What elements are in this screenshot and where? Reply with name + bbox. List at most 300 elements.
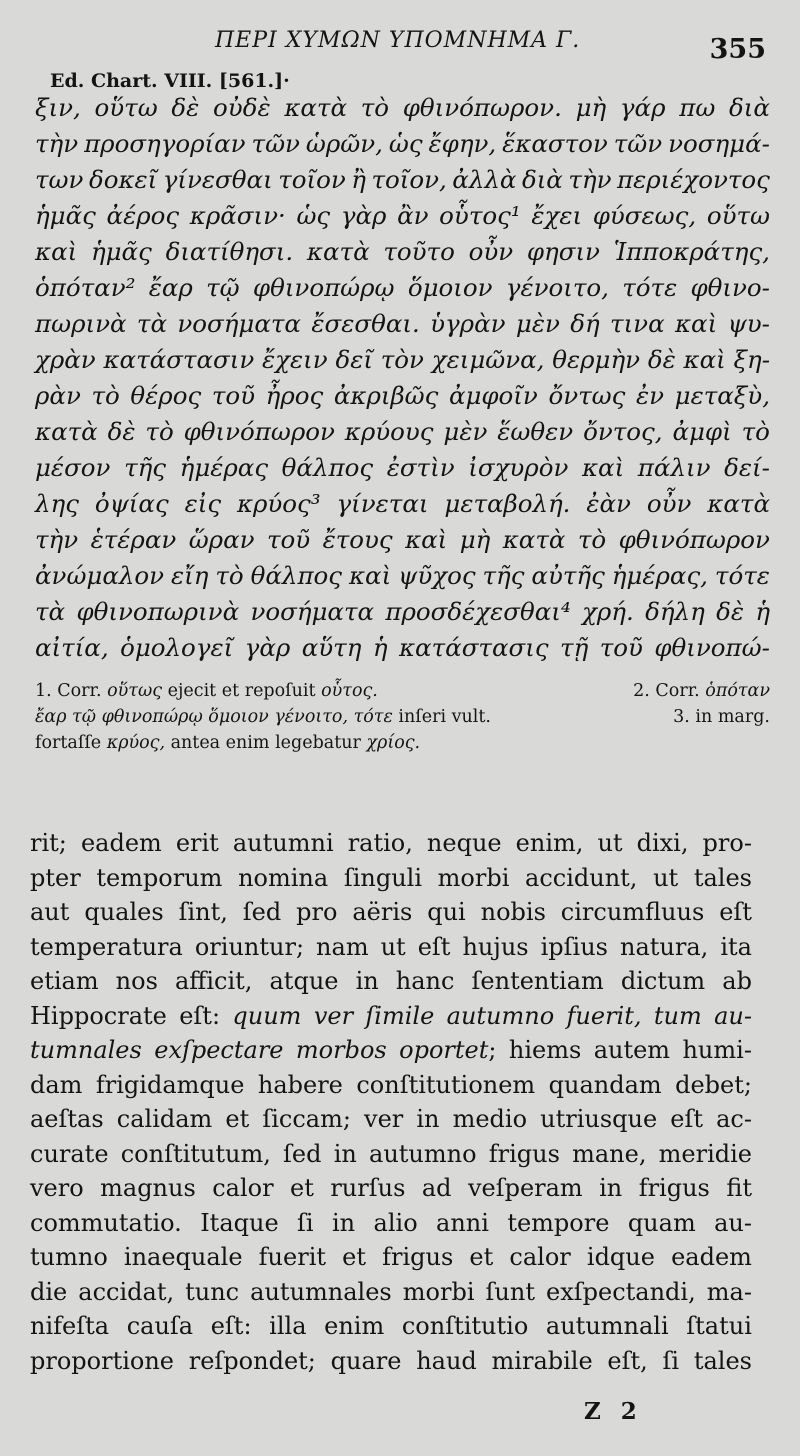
greek-word: τὸ: [91, 381, 120, 410]
greek-word: τὴν: [35, 129, 79, 158]
latin-line: [30, 964, 752, 999]
latin-word: nam: [316, 932, 369, 961]
latin-word: mirabile: [491, 1346, 593, 1375]
latin-line: [30, 1033, 752, 1068]
latin-word: tumnales: [30, 1036, 142, 1064]
greek-word: τὸ: [145, 417, 174, 446]
greek-word: μὲν: [515, 309, 560, 338]
greek-word: κρύος³: [236, 489, 321, 518]
greek-word: φθινο-: [690, 273, 770, 302]
greek-line: [35, 378, 770, 414]
latin-word: tempore: [507, 1208, 610, 1237]
latin-word: ſiccam;: [262, 1105, 351, 1133]
greek-word: ὥραν: [188, 525, 255, 554]
latin-word: eſt: [719, 898, 752, 926]
greek-line: [35, 450, 770, 486]
greek-word: νοσήματα: [177, 309, 301, 338]
footnote-entry: [35, 678, 378, 704]
latin-word: ac-: [716, 1105, 752, 1133]
greek-word: κατάστασιν: [103, 345, 255, 374]
latin-word: inaequale: [123, 1243, 243, 1271]
greek-line: [35, 90, 770, 126]
greek-word: οὐδὲ: [213, 93, 271, 122]
footnote-entry: [633, 678, 770, 704]
latin-line: [30, 930, 752, 965]
greek-word: περιέχοντος: [616, 165, 770, 194]
greek-word: μέσον: [35, 453, 111, 482]
latin-word: ratio,: [347, 829, 413, 857]
latin-word: ſententiam: [471, 967, 604, 995]
page-number: 355: [709, 34, 766, 65]
footnote-text: antea enim legebatur: [165, 733, 367, 753]
greek-word: ἀέρος: [106, 201, 180, 230]
latin-word: alio: [373, 1208, 418, 1237]
latin-word: ſed: [242, 898, 282, 926]
latin-word: morbi: [402, 1277, 475, 1306]
greek-line: [35, 198, 770, 234]
latin-word: fit: [726, 1174, 752, 1202]
latin-word: humi-: [682, 1036, 752, 1064]
latin-word: tales: [693, 1346, 752, 1375]
latin-word: pter: [30, 863, 81, 892]
greek-word: ἐὰν: [586, 489, 631, 518]
latin-word: et: [342, 1243, 366, 1271]
running-title: ΠΕΡΙ ΧΥΜΩΝ ΥΠΟΜΝΗΜΑ Γ.: [215, 28, 581, 53]
greek-word: ψυ-: [727, 309, 770, 338]
latin-word: tumno: [30, 1243, 108, 1271]
footnote-text: ejecit et repoſuit: [162, 681, 322, 701]
footnote-line: [35, 730, 770, 756]
footnote-text: fortaſſe: [35, 733, 107, 753]
greek-word: φθινόπωρον: [618, 525, 770, 554]
greek-word: ἢ: [351, 165, 366, 194]
latin-word: temperatura: [30, 932, 183, 961]
latin-word: ſint,: [178, 898, 228, 926]
greek-word: δὲ: [171, 93, 200, 122]
greek-word: πάλιν: [637, 453, 711, 482]
greek-line: [35, 234, 770, 270]
greek-word: ἔχει: [531, 201, 583, 230]
greek-word: καὶ: [674, 309, 718, 338]
greek-word: ἦρος: [265, 381, 324, 410]
latin-word: circumfluus: [560, 898, 705, 926]
latin-word: utriusque: [540, 1105, 658, 1133]
footnote-text: οὕτως: [107, 681, 163, 701]
greek-word: φύσεως,: [592, 201, 697, 230]
greek-word: των: [35, 165, 84, 194]
latin-word: mane,: [572, 1139, 647, 1168]
latin-word: eſt: [670, 1105, 704, 1133]
latin-word: in: [416, 1105, 440, 1133]
latin-word: hiems: [508, 1036, 582, 1064]
latin-word: dam: [30, 1070, 83, 1099]
greek-word: τῆς: [124, 453, 167, 482]
latin-word: eadem: [80, 829, 162, 857]
greek-word: ἡμᾶς: [90, 237, 152, 266]
greek-word: ἡμέρας: [179, 453, 269, 482]
latin-word: quam: [627, 1208, 696, 1237]
footnote-text: χρίος.: [366, 733, 421, 753]
greek-word: φθινόπωρον.: [402, 93, 562, 122]
greek-word: οὕτω: [94, 93, 158, 122]
greek-word: ἀμφὶ: [672, 417, 732, 446]
latin-word: calor: [509, 1243, 571, 1271]
latin-line: [30, 1344, 752, 1379]
greek-word: ὡρῶν,: [305, 129, 383, 158]
greek-word: ὁπόταν²: [35, 273, 136, 302]
greek-word: ὡς: [296, 201, 331, 230]
latin-word: Hippocrate: [30, 1001, 167, 1030]
greek-word: ξη-: [733, 345, 770, 374]
latin-line: [30, 1275, 752, 1310]
greek-word: ὑγρὰν: [430, 309, 506, 338]
greek-line: [35, 270, 770, 306]
latin-word: au-: [714, 1001, 752, 1030]
latin-word: in: [333, 1139, 357, 1168]
greek-line: [35, 594, 770, 630]
greek-word: γένοιτο,: [505, 273, 609, 302]
greek-word: ὄντος,: [583, 417, 663, 446]
latin-word: commutatio.: [30, 1208, 182, 1237]
greek-word: λης: [35, 489, 79, 518]
latin-word: ita: [720, 932, 752, 961]
latin-word: accidunt,: [525, 863, 638, 892]
latin-word: fuerit: [258, 1243, 327, 1271]
greek-word: ἀμφοῖν: [448, 381, 538, 410]
greek-word: αὕτη: [301, 633, 362, 662]
greek-word: μὴ: [459, 525, 491, 554]
footnote-entry: [35, 704, 491, 730]
greek-word: ἔσεσθαι.: [311, 309, 420, 338]
latin-word: frigus: [638, 1174, 710, 1202]
latin-word: ſimile: [365, 1001, 435, 1030]
greek-word: δὲ: [716, 597, 744, 626]
latin-word: autumnales: [250, 1277, 392, 1306]
latin-line: [30, 1240, 752, 1275]
footnote-entry: [673, 704, 770, 730]
latin-word: morbos: [295, 1036, 387, 1064]
greek-word: φθινόπωρον: [183, 417, 335, 446]
latin-word: ſi: [662, 1346, 680, 1375]
greek-word: κρᾶσιν·: [189, 201, 286, 230]
greek-word: θέρος: [130, 381, 202, 410]
greek-word: γίνεσθαι: [162, 165, 273, 194]
latin-word: exſpectare: [154, 1036, 284, 1064]
latin-word: hanc: [395, 967, 455, 995]
latin-word: curate: [30, 1139, 109, 1168]
greek-word: κατὰ: [707, 489, 770, 518]
greek-word: τὰ: [35, 597, 66, 626]
latin-word: autumnali: [545, 1312, 669, 1340]
latin-word: autumni: [232, 829, 334, 857]
greek-word: φησιν: [526, 237, 600, 266]
greek-word: τότε: [622, 273, 678, 302]
latin-word: natura,: [620, 932, 709, 961]
latin-line: [30, 1068, 752, 1103]
greek-line: [35, 306, 770, 342]
latin-word: haud: [416, 1346, 477, 1375]
latin-word: anni: [436, 1208, 489, 1237]
latin-word: habere: [257, 1070, 343, 1099]
greek-word: τὸ: [577, 525, 607, 554]
latin-word: enim,: [515, 829, 584, 857]
footnote-text: κρύος,: [106, 733, 166, 753]
latin-word: ſed: [283, 1139, 322, 1168]
latin-word: temporum: [96, 863, 223, 892]
greek-word: πω: [679, 93, 716, 122]
greek-word: πωρινὰ: [35, 309, 127, 338]
greek-word: τότε: [714, 561, 770, 590]
greek-word: ξιν,: [35, 93, 81, 122]
greek-word: δὲ: [647, 345, 676, 374]
latin-word: pro: [296, 898, 338, 926]
latin-line: [30, 861, 752, 896]
greek-word: αἰτία,: [35, 633, 109, 662]
greek-word: τῆς: [482, 561, 525, 590]
latin-word: reſpondet;: [188, 1346, 316, 1375]
latin-word: ut: [380, 932, 406, 961]
greek-word: μεταξὺ,: [674, 381, 770, 410]
greek-word: διὰ: [729, 93, 770, 122]
greek-word: τὸ: [741, 417, 770, 446]
greek-word: ἕκαστον: [502, 129, 608, 158]
latin-word: eſt,: [607, 1346, 648, 1375]
latin-word: tunc: [185, 1277, 240, 1306]
greek-word: γάρ: [619, 93, 666, 122]
latin-word: ad: [421, 1174, 452, 1202]
latin-word: magnus: [100, 1174, 196, 1202]
latin-word: etiam: [30, 967, 99, 995]
latin-word: autumno: [369, 1139, 477, 1168]
greek-word: φθινοπωρινὰ: [76, 597, 240, 626]
latin-word: Itaque: [200, 1208, 279, 1237]
greek-word: δὲ: [107, 417, 136, 446]
greek-word: εἰς: [184, 489, 222, 518]
greek-word: ἔφην,: [428, 129, 497, 158]
greek-word: γὰρ: [244, 633, 291, 662]
greek-word: τῇ: [560, 633, 589, 662]
latin-word: nobis: [480, 898, 546, 926]
greek-word: προσηγορίαν: [84, 129, 246, 158]
greek-word: ἡμᾶς: [35, 201, 96, 230]
greek-word: χειμῶνα,: [431, 345, 545, 374]
greek-word: ἂν: [397, 201, 429, 230]
greek-word: δοκεῖ: [88, 165, 158, 194]
greek-word: χρὰν: [35, 345, 96, 374]
greek-word: γίνεται: [336, 489, 429, 518]
latin-line: [30, 999, 752, 1034]
greek-word: καὶ: [581, 453, 625, 482]
greek-word: τινα: [610, 309, 665, 338]
greek-word: δεῖ: [335, 345, 373, 374]
latin-word: frigus: [382, 1243, 454, 1271]
latin-word: eſt:: [210, 1312, 252, 1340]
latin-line: [30, 1102, 752, 1137]
greek-word: καὶ: [683, 345, 726, 374]
greek-word: οὖν: [646, 489, 692, 518]
latin-word: calor: [212, 1174, 274, 1202]
footnote-text: ὁπόταν: [705, 681, 770, 701]
greek-word: μεταβολή.: [444, 489, 571, 518]
footnotes: [35, 678, 770, 756]
greek-word: ἡ: [372, 633, 388, 662]
greek-word: ὄντως: [548, 381, 626, 410]
greek-word: φθινοπώρῳ: [252, 273, 395, 302]
latin-word: quare: [330, 1346, 402, 1375]
greek-word: οὖν: [468, 237, 514, 266]
greek-word: ὅμοιον: [407, 273, 493, 302]
latin-word: hujus: [462, 932, 529, 961]
greek-word: τοῦ: [266, 525, 311, 554]
greek-word: ρὰν: [35, 381, 81, 410]
greek-word: τῶν: [251, 129, 300, 158]
greek-word: δεί-: [724, 453, 770, 482]
greek-word: κατὰ: [502, 525, 566, 554]
latin-word: fuerit,: [566, 1001, 642, 1030]
greek-word: οὕτω: [706, 201, 770, 230]
greek-word: ἀκριβῶς: [333, 381, 439, 410]
footnote-entry: [35, 730, 420, 756]
latin-word: in: [355, 967, 379, 995]
latin-word: atque: [269, 967, 339, 995]
greek-word: εἴη: [171, 561, 209, 590]
greek-word: τὸν: [380, 345, 424, 374]
greek-line: [35, 486, 770, 522]
latin-word: oriuntur;: [194, 932, 305, 961]
latin-word: ut: [653, 863, 679, 892]
latin-line: [30, 1137, 752, 1172]
greek-line: [35, 558, 770, 594]
greek-word: ἀνώμαλον: [35, 561, 165, 590]
footnote-line: [35, 678, 770, 704]
footnote-line: [35, 704, 770, 730]
greek-word: κατάστασις: [398, 633, 549, 662]
greek-word: τὴν: [568, 165, 612, 194]
latin-word: illa: [269, 1312, 307, 1340]
latin-word: quales: [84, 898, 164, 926]
greek-word: ἡμέρας,: [611, 561, 708, 590]
latin-line: [30, 1309, 752, 1344]
greek-word: μὴ: [575, 93, 607, 122]
greek-word: ἡ: [755, 597, 770, 626]
greek-word: τοῦτο: [383, 237, 455, 266]
latin-word: quandam: [548, 1070, 662, 1099]
greek-word: θερμὴν: [552, 345, 641, 374]
latin-word: medio: [452, 1105, 528, 1133]
greek-word: Ἱπποκράτης,: [613, 237, 770, 266]
footnote-text: inſeri vult.: [392, 707, 491, 727]
greek-word: οὗτος¹: [439, 201, 521, 230]
greek-word: ἐν: [635, 381, 665, 410]
footnote-text: οὗτος.: [321, 681, 378, 701]
greek-word: κατὰ: [35, 417, 98, 446]
greek-word: καὶ: [348, 561, 392, 590]
footnote-text: 2. Corr.: [633, 681, 706, 701]
greek-word: ἔτους: [322, 525, 393, 554]
latin-word: nomina: [238, 863, 329, 892]
greek-word: διατίθησι.: [165, 237, 294, 266]
latin-word: meridie: [658, 1139, 752, 1168]
greek-word: ἐστὶν: [386, 453, 455, 482]
latin-word: accidat,: [78, 1277, 175, 1306]
greek-word: τοῦ: [211, 381, 256, 410]
greek-word: ὡς: [388, 129, 423, 158]
latin-line: [30, 1206, 752, 1241]
latin-word: frigus: [488, 1139, 560, 1168]
greek-line: [35, 126, 770, 162]
latin-word: in: [599, 1174, 623, 1202]
latin-line: [30, 1171, 752, 1206]
greek-word: χρή.: [582, 597, 634, 626]
greek-line: [35, 342, 770, 378]
greek-word: κατὰ: [306, 237, 370, 266]
latin-word: au-: [714, 1208, 752, 1237]
latin-word: ipſius: [540, 932, 608, 961]
greek-word: ἰσχυρὸν: [468, 453, 569, 482]
latin-word: veſperam: [467, 1174, 583, 1202]
latin-word: ab: [722, 967, 752, 995]
greek-word: τῶν: [613, 129, 663, 158]
footnote-text: 3. in marg.: [673, 707, 770, 727]
latin-word: tum: [653, 1001, 702, 1030]
latin-word: enim: [324, 1312, 385, 1340]
greek-word: θάλπος: [281, 453, 374, 482]
greek-word: ὁμολογεῖ: [120, 633, 234, 662]
greek-word: ψῦχος: [398, 561, 476, 590]
greek-line: [35, 414, 770, 450]
greek-word: τὴν: [35, 525, 79, 554]
latin-line: [30, 895, 752, 930]
latin-word: oportet;: [399, 1036, 497, 1064]
latin-word: aeſtas: [30, 1105, 104, 1133]
latin-line: [30, 826, 752, 861]
greek-word: τοῦ: [599, 633, 643, 662]
latin-word: idque: [586, 1243, 655, 1271]
greek-word: διὰ: [521, 165, 563, 194]
greek-word: τὸ: [360, 93, 390, 122]
greek-word: κρύους: [344, 417, 434, 446]
latin-word: eadem: [671, 1243, 752, 1271]
greek-word: δή: [570, 309, 600, 338]
greek-word: ἕωθεν: [497, 417, 574, 446]
latin-word: frigidamque: [95, 1070, 245, 1099]
latin-word: autem: [593, 1036, 671, 1064]
latin-word: exſpectandi,: [546, 1277, 696, 1306]
latin-word: et: [225, 1105, 250, 1133]
latin-word: neque: [426, 829, 502, 857]
signature-mark: Z 2: [584, 1398, 643, 1425]
greek-word: καὶ: [405, 525, 448, 554]
latin-word: autumno: [446, 1001, 555, 1030]
greek-word: τὸ: [215, 561, 244, 590]
latin-word: morbi: [437, 863, 510, 892]
greek-line: [35, 162, 770, 198]
greek-word: τῷ: [206, 273, 240, 302]
greek-word: ἑτέραν: [90, 525, 177, 554]
footnote-text: 1. Corr.: [35, 681, 108, 701]
latin-text-block: [30, 826, 752, 1378]
greek-word: νοσήματα: [250, 597, 375, 626]
latin-word: aut: [30, 898, 70, 926]
greek-text-block: [35, 90, 770, 666]
latin-word: ſtatui: [686, 1312, 752, 1340]
latin-word: et: [469, 1243, 494, 1271]
latin-word: quum: [232, 1001, 302, 1030]
greek-word: τὰ: [136, 309, 167, 338]
greek-word: κατὰ: [284, 93, 348, 122]
latin-word: vero: [30, 1174, 84, 1202]
latin-word: nos: [115, 967, 158, 995]
